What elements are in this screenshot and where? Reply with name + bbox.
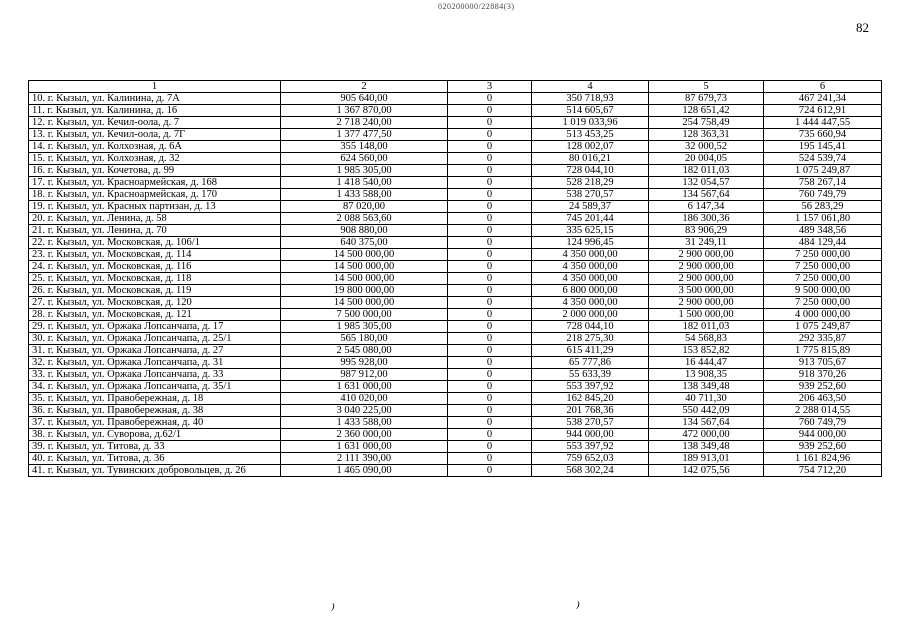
value-cell: 83 906,29	[649, 225, 764, 237]
column-header: 1	[29, 81, 281, 93]
address-cell: 28. г. Кызыл, ул. Московская, д. 121	[29, 309, 281, 321]
value-cell: 0	[448, 297, 532, 309]
value-cell: 528 218,29	[532, 177, 649, 189]
value-cell: 142 075,56	[649, 465, 764, 477]
value-cell: 14 500 000,00	[281, 249, 448, 261]
value-cell: 80 016,21	[532, 153, 649, 165]
address-cell: 35. г. Кызыл, ул. Правобережная, д. 18	[29, 393, 281, 405]
table-row	[29, 357, 882, 369]
table-row	[29, 201, 882, 213]
value-cell: 2 900 000,00	[649, 273, 764, 285]
value-cell: 0	[448, 453, 532, 465]
table-row	[29, 225, 882, 237]
address-cell: 13. г. Кызыл, ул. Кечил-оола, д. 7Г	[29, 129, 281, 141]
table-row	[29, 237, 882, 249]
data-table	[28, 80, 882, 477]
value-cell: 550 442,09	[649, 405, 764, 417]
value-cell: 254 758,49	[649, 117, 764, 129]
address-cell: 37. г. Кызыл, ул. Правобережная, д. 40	[29, 417, 281, 429]
value-cell: 186 300,36	[649, 213, 764, 225]
value-cell: 1 985 305,00	[281, 165, 448, 177]
address-cell: 26. г. Кызыл, ул. Московская, д. 119	[29, 285, 281, 297]
value-cell: 987 912,00	[281, 369, 448, 381]
value-cell: 0	[448, 417, 532, 429]
value-cell: 944 000,00	[532, 429, 649, 441]
value-cell: 410 020,00	[281, 393, 448, 405]
value-cell: 0	[448, 189, 532, 201]
table-row	[29, 117, 882, 129]
value-cell: 565 180,00	[281, 333, 448, 345]
table-row	[29, 309, 882, 321]
value-cell: 0	[448, 117, 532, 129]
value-cell: 0	[448, 369, 532, 381]
value-cell: 195 145,41	[764, 141, 882, 153]
value-cell: 7 500 000,00	[281, 309, 448, 321]
value-cell: 913 705,67	[764, 357, 882, 369]
address-cell: 15. г. Кызыл, ул. Колхозная, д. 32	[29, 153, 281, 165]
value-cell: 735 660,94	[764, 129, 882, 141]
value-cell: 745 201,44	[532, 213, 649, 225]
value-cell: 905 640,00	[281, 93, 448, 105]
value-cell: 0	[448, 141, 532, 153]
value-cell: 1 465 090,00	[281, 465, 448, 477]
value-cell: 14 500 000,00	[281, 273, 448, 285]
table-row	[29, 273, 882, 285]
address-cell: 39. г. Кызыл, ул. Титова, д. 33	[29, 441, 281, 453]
handwritten-mark: ⁾	[576, 600, 580, 617]
value-cell: 128 651,42	[649, 105, 764, 117]
value-cell: 0	[448, 381, 532, 393]
value-cell: 7 250 000,00	[764, 249, 882, 261]
table-row	[29, 297, 882, 309]
value-cell: 908 880,00	[281, 225, 448, 237]
value-cell: 724 612,91	[764, 105, 882, 117]
address-cell: 27. г. Кызыл, ул. Московская, д. 120	[29, 297, 281, 309]
value-cell: 939 252,60	[764, 441, 882, 453]
value-cell: 0	[448, 321, 532, 333]
address-cell: 10. г. Кызыл, ул. Калинина, д. 7А	[29, 93, 281, 105]
column-header: 5	[649, 81, 764, 93]
address-cell: 25. г. Кызыл, ул. Московская, д. 118	[29, 273, 281, 285]
address-cell: 36. г. Кызыл, ул. Правобережная, д. 38	[29, 405, 281, 417]
document-code: 020200000/22884(3)	[438, 2, 515, 11]
value-cell: 728 044,10	[532, 165, 649, 177]
address-cell: 11. г. Кызыл, ул. Калинина, д. 16	[29, 105, 281, 117]
value-cell: 128 002,07	[532, 141, 649, 153]
table-header-row	[29, 81, 882, 93]
value-cell: 153 852,82	[649, 345, 764, 357]
value-cell: 939 252,60	[764, 381, 882, 393]
value-cell: 0	[448, 225, 532, 237]
address-cell: 22. г. Кызыл, ул. Московская, д. 106/1	[29, 237, 281, 249]
value-cell: 484 129,44	[764, 237, 882, 249]
value-cell: 0	[448, 393, 532, 405]
value-cell: 513 453,25	[532, 129, 649, 141]
value-cell: 467 241,34	[764, 93, 882, 105]
value-cell: 0	[448, 285, 532, 297]
value-cell: 1 377 477,50	[281, 129, 448, 141]
value-cell: 2 900 000,00	[649, 261, 764, 273]
value-cell: 134 567,64	[649, 189, 764, 201]
address-cell: 33. г. Кызыл, ул. Оржака Лопсанчапа, д. 33	[29, 369, 281, 381]
value-cell: 553 397,92	[532, 381, 649, 393]
value-cell: 0	[448, 309, 532, 321]
value-cell: 0	[448, 441, 532, 453]
value-cell: 0	[448, 237, 532, 249]
value-cell: 134 567,64	[649, 417, 764, 429]
value-cell: 0	[448, 405, 532, 417]
value-cell: 1 367 870,00	[281, 105, 448, 117]
table-row	[29, 141, 882, 153]
value-cell: 182 011,03	[649, 321, 764, 333]
value-cell: 3 040 225,00	[281, 405, 448, 417]
value-cell: 2 088 563,60	[281, 213, 448, 225]
table-row	[29, 381, 882, 393]
value-cell: 3 500 000,00	[649, 285, 764, 297]
value-cell: 20 004,05	[649, 153, 764, 165]
value-cell: 138 349,48	[649, 381, 764, 393]
value-cell: 2 718 240,00	[281, 117, 448, 129]
value-cell: 4 350 000,00	[532, 297, 649, 309]
value-cell: 31 249,11	[649, 237, 764, 249]
value-cell: 7 250 000,00	[764, 273, 882, 285]
value-cell: 0	[448, 345, 532, 357]
table-row	[29, 285, 882, 297]
address-cell: 24. г. Кызыл, ул. Московская, д. 116	[29, 261, 281, 273]
value-cell: 0	[448, 261, 532, 273]
value-cell: 2 111 390,00	[281, 453, 448, 465]
value-cell: 13 908,35	[649, 369, 764, 381]
value-cell: 624 560,00	[281, 153, 448, 165]
value-cell: 1 019 033,96	[532, 117, 649, 129]
address-cell: 19. г. Кызыл, ул. Красных партизан, д. 13	[29, 201, 281, 213]
value-cell: 0	[448, 333, 532, 345]
address-cell: 30. г. Кызыл, ул. Оржака Лопсанчапа, д. 25/1	[29, 333, 281, 345]
value-cell: 6 800 000,00	[532, 285, 649, 297]
value-cell: 32 000,52	[649, 141, 764, 153]
value-cell: 1 157 061,80	[764, 213, 882, 225]
table-row	[29, 345, 882, 357]
table-row	[29, 441, 882, 453]
table-row	[29, 465, 882, 477]
handwritten-mark: ⁾	[331, 602, 335, 619]
value-cell: 4 350 000,00	[532, 261, 649, 273]
value-cell: 2 900 000,00	[649, 297, 764, 309]
value-cell: 1 433 588,00	[281, 189, 448, 201]
address-cell: 31. г. Кызыл, ул. Оржака Лопсанчапа, д. 27	[29, 345, 281, 357]
address-cell: 41. г. Кызыл, ул. Тувинских добровольцев, д. 26	[29, 465, 281, 477]
table-row	[29, 105, 882, 117]
value-cell: 350 718,93	[532, 93, 649, 105]
value-cell: 218 275,30	[532, 333, 649, 345]
value-cell: 132 054,57	[649, 177, 764, 189]
value-cell: 1 631 000,00	[281, 381, 448, 393]
table-row	[29, 213, 882, 225]
page-number: 82	[856, 20, 869, 35]
table-row	[29, 393, 882, 405]
value-cell: 1 075 249,87	[764, 321, 882, 333]
value-cell: 0	[448, 213, 532, 225]
value-cell: 472 000,00	[649, 429, 764, 441]
value-cell: 6 147,34	[649, 201, 764, 213]
value-cell: 87 020,00	[281, 201, 448, 213]
value-cell: 760 749,79	[764, 189, 882, 201]
value-cell: 514 605,67	[532, 105, 649, 117]
table-body	[29, 93, 882, 477]
address-cell: 16. г. Кызыл, ул. Кочетова, д. 99	[29, 165, 281, 177]
value-cell: 0	[448, 153, 532, 165]
value-cell: 162 845,20	[532, 393, 649, 405]
address-cell: 14. г. Кызыл, ул. Колхозная, д. 6А	[29, 141, 281, 153]
value-cell: 189 913,01	[649, 453, 764, 465]
value-cell: 24 589,37	[532, 201, 649, 213]
address-cell: 32. г. Кызыл, ул. Оржака Лопсанчапа, д. 31	[29, 357, 281, 369]
value-cell: 0	[448, 105, 532, 117]
address-cell: 29. г. Кызыл, ул. Оржака Лопсанчапа, д. 17	[29, 321, 281, 333]
address-cell: 38. г. Кызыл, ул. Суворова, д.62/1	[29, 429, 281, 441]
table-row	[29, 261, 882, 273]
value-cell: 1 985 305,00	[281, 321, 448, 333]
value-cell: 0	[448, 273, 532, 285]
value-cell: 2 900 000,00	[649, 249, 764, 261]
table-row	[29, 405, 882, 417]
value-cell: 489 348,56	[764, 225, 882, 237]
value-cell: 56 283,29	[764, 201, 882, 213]
table-row	[29, 189, 882, 201]
value-cell: 553 397,92	[532, 441, 649, 453]
address-cell: 21. г. Кызыл, ул. Ленина, д. 70	[29, 225, 281, 237]
value-cell: 124 996,45	[532, 237, 649, 249]
address-cell: 40. г. Кызыл, ул. Титова, д. 36	[29, 453, 281, 465]
value-cell: 640 375,00	[281, 237, 448, 249]
value-cell: 14 500 000,00	[281, 297, 448, 309]
value-cell: 0	[448, 177, 532, 189]
value-cell: 2 288 014,55	[764, 405, 882, 417]
table-row	[29, 153, 882, 165]
value-cell: 1 444 447,55	[764, 117, 882, 129]
value-cell: 2 545 080,00	[281, 345, 448, 357]
value-cell: 2 360 000,00	[281, 429, 448, 441]
value-cell: 758 267,14	[764, 177, 882, 189]
value-cell: 206 463,50	[764, 393, 882, 405]
table-row	[29, 417, 882, 429]
address-cell: 17. г. Кызыл, ул. Красноармейская, д. 168	[29, 177, 281, 189]
value-cell: 995 928,00	[281, 357, 448, 369]
table-row	[29, 165, 882, 177]
value-cell: 944 000,00	[764, 429, 882, 441]
value-cell: 87 679,73	[649, 93, 764, 105]
value-cell: 292 335,87	[764, 333, 882, 345]
value-cell: 524 539,74	[764, 153, 882, 165]
value-cell: 138 349,48	[649, 441, 764, 453]
value-cell: 728 044,10	[532, 321, 649, 333]
table-row	[29, 129, 882, 141]
value-cell: 0	[448, 429, 532, 441]
value-cell: 54 568,83	[649, 333, 764, 345]
value-cell: 182 011,03	[649, 165, 764, 177]
value-cell: 2 000 000,00	[532, 309, 649, 321]
value-cell: 1 075 249,87	[764, 165, 882, 177]
address-cell: 18. г. Кызыл, ул. Красноармейская, д. 170	[29, 189, 281, 201]
value-cell: 16 444,47	[649, 357, 764, 369]
value-cell: 0	[448, 165, 532, 177]
value-cell: 0	[448, 465, 532, 477]
table-row	[29, 453, 882, 465]
value-cell: 0	[448, 93, 532, 105]
address-cell: 12. г. Кызыл, ул. Кечил-оола, д. 7	[29, 117, 281, 129]
value-cell: 538 270,57	[532, 417, 649, 429]
address-cell: 20. г. Кызыл, ул. Ленина, д. 58	[29, 213, 281, 225]
value-cell: 19 800 000,00	[281, 285, 448, 297]
table-row	[29, 177, 882, 189]
value-cell: 0	[448, 249, 532, 261]
table-row	[29, 369, 882, 381]
value-cell: 760 749,79	[764, 417, 882, 429]
address-cell: 34. г. Кызыл, ул. Оржака Лопсанчапа, д. 35/1	[29, 381, 281, 393]
value-cell: 1 631 000,00	[281, 441, 448, 453]
value-cell: 14 500 000,00	[281, 261, 448, 273]
address-cell: 23. г. Кызыл, ул. Московская, д. 114	[29, 249, 281, 261]
value-cell: 335 625,15	[532, 225, 649, 237]
column-header: 2	[281, 81, 448, 93]
value-cell: 4 350 000,00	[532, 249, 649, 261]
value-cell: 40 711,30	[649, 393, 764, 405]
table-row	[29, 333, 882, 345]
value-cell: 4 350 000,00	[532, 273, 649, 285]
table-row	[29, 429, 882, 441]
value-cell: 0	[448, 357, 532, 369]
value-cell: 4 000 000,00	[764, 309, 882, 321]
value-cell: 0	[448, 201, 532, 213]
value-cell: 7 250 000,00	[764, 297, 882, 309]
value-cell: 65 777,86	[532, 357, 649, 369]
value-cell: 128 363,31	[649, 129, 764, 141]
value-cell: 918 370,26	[764, 369, 882, 381]
value-cell: 355 148,00	[281, 141, 448, 153]
value-cell: 615 411,29	[532, 345, 649, 357]
column-header: 3	[448, 81, 532, 93]
value-cell: 1 161 824,96	[764, 453, 882, 465]
value-cell: 201 768,36	[532, 405, 649, 417]
table-row	[29, 93, 882, 105]
value-cell: 0	[448, 129, 532, 141]
column-header: 6	[764, 81, 882, 93]
value-cell: 55 633,39	[532, 369, 649, 381]
value-cell: 1 433 588,00	[281, 417, 448, 429]
value-cell: 568 302,24	[532, 465, 649, 477]
column-header: 4	[532, 81, 649, 93]
value-cell: 538 270,57	[532, 189, 649, 201]
value-cell: 1 500 000,00	[649, 309, 764, 321]
value-cell: 1 775 815,89	[764, 345, 882, 357]
value-cell: 9 500 000,00	[764, 285, 882, 297]
value-cell: 754 712,20	[764, 465, 882, 477]
table-row	[29, 249, 882, 261]
value-cell: 759 652,03	[532, 453, 649, 465]
value-cell: 1 418 540,00	[281, 177, 448, 189]
value-cell: 7 250 000,00	[764, 261, 882, 273]
table-row	[29, 321, 882, 333]
